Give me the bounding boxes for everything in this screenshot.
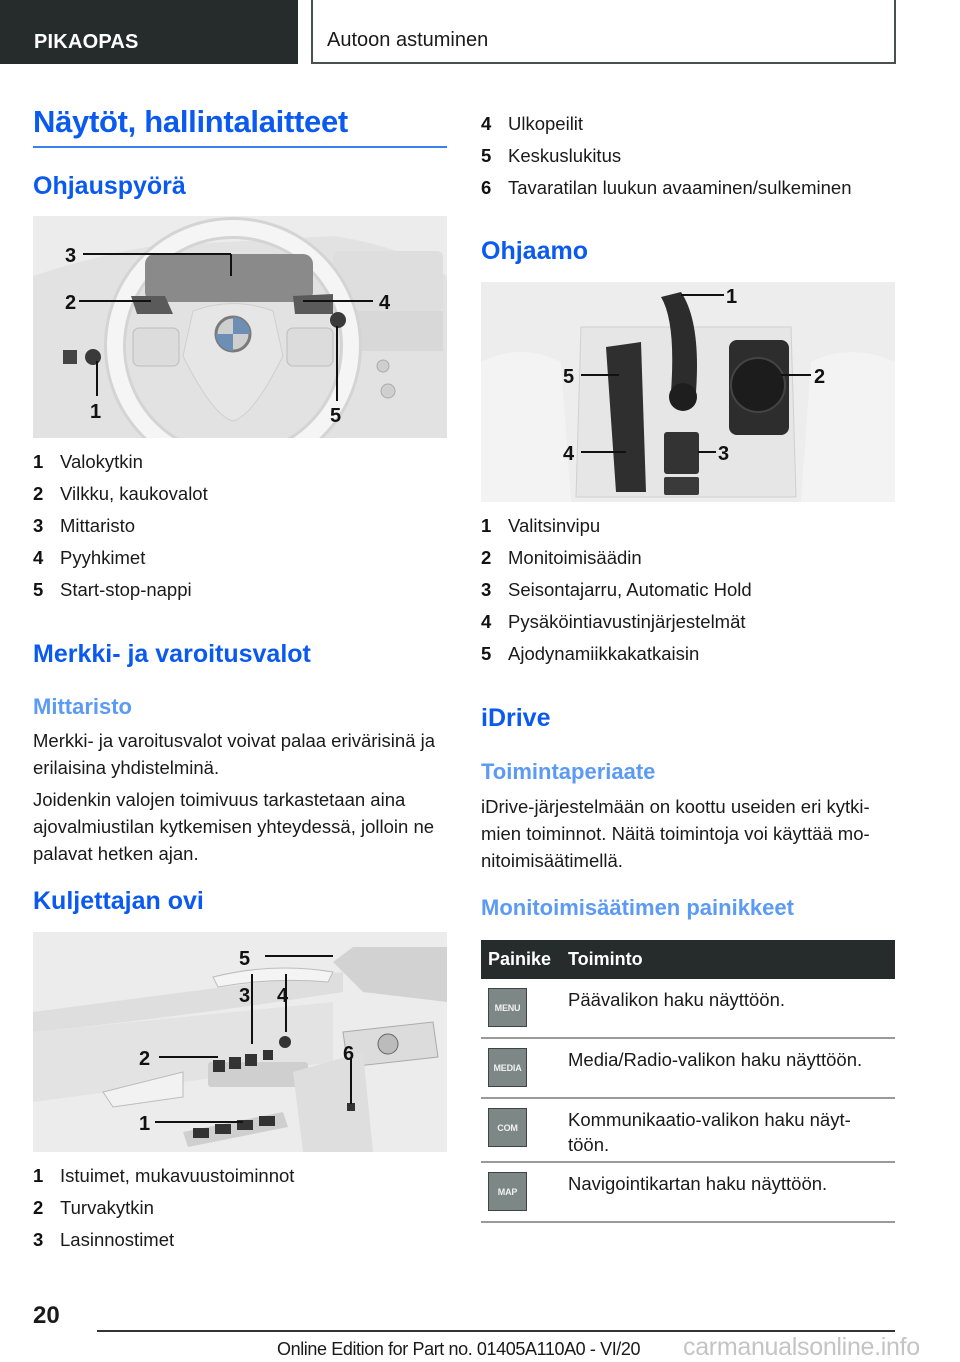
driver-door-figure bbox=[33, 932, 447, 1152]
legend-item: 1 Valitsinvipu bbox=[481, 515, 601, 536]
table-header bbox=[481, 940, 895, 979]
driver-door-heading: Kuljettajan ovi bbox=[33, 887, 204, 915]
operating-principle-subheading: Toimintaperiaate bbox=[481, 759, 656, 784]
warning-paragraph-1: Merkki- ja varoitusvalot voivat palaa erivärisinä ja erilaisina yhdistelminä. bbox=[33, 730, 436, 778]
steering-heading: Ohjauspyörä bbox=[33, 172, 186, 200]
legend-item: 1 Valokytkin bbox=[33, 451, 143, 472]
callout-3: 3 bbox=[718, 443, 730, 465]
com-button-icon: COM bbox=[488, 1108, 527, 1147]
column-header-function: Toiminto bbox=[568, 949, 643, 969]
controller-buttons-subheading: Monitoimisäätimen painikkeet bbox=[481, 895, 794, 920]
function-text: Media/Radio-valikon haku näyttöön. bbox=[568, 1049, 863, 1070]
function-text: Päävalikon haku näyttöön. bbox=[568, 989, 786, 1010]
map-button-icon: MAP bbox=[488, 1172, 527, 1211]
cockpit-heading: Ohjaamo bbox=[481, 237, 588, 265]
column-header-button: Painike bbox=[488, 949, 552, 969]
callout-1: 1 bbox=[139, 1113, 151, 1135]
legend-item: 6 Tavaratilan luukun avaaminen/sulkeminen bbox=[481, 177, 852, 198]
steering-wheel-figure bbox=[33, 216, 447, 438]
callout-4: 4 bbox=[563, 443, 575, 465]
callout-2: 2 bbox=[814, 366, 826, 388]
table-row bbox=[481, 1039, 895, 1099]
legend-item: 4 Ulkopeilit bbox=[481, 113, 584, 134]
legend-item: 2 Vilkku, kaukovalot bbox=[33, 483, 208, 504]
steering-wheel-illustration bbox=[33, 216, 447, 438]
center-console-illustration bbox=[481, 282, 895, 502]
callout-3: 3 bbox=[239, 985, 251, 1007]
legend-item: 5 Ajodynamiikkakatkaisin bbox=[481, 643, 700, 664]
chapter-label: Autoon astuminen bbox=[327, 29, 489, 51]
callout-4: 4 bbox=[379, 292, 391, 314]
callout-3: 3 bbox=[65, 245, 77, 267]
callout-5: 5 bbox=[563, 366, 575, 388]
callout-6: 6 bbox=[343, 1043, 355, 1065]
warning-lights-heading: Merkki- ja varoitusvalot bbox=[33, 640, 311, 668]
callout-2: 2 bbox=[65, 292, 77, 314]
table-row bbox=[481, 979, 895, 1039]
steering-legend bbox=[33, 446, 208, 606]
door-legend bbox=[33, 1160, 294, 1256]
legend-item: 5 Keskuslukitus bbox=[481, 145, 622, 166]
callout-5: 5 bbox=[330, 405, 342, 427]
table-row bbox=[481, 1099, 895, 1163]
legend-item: 1 Istuimet, mukavuustoiminnot bbox=[33, 1165, 295, 1186]
watermark: carmanualsonline.info bbox=[683, 1333, 920, 1361]
title-rule bbox=[33, 146, 447, 148]
callout-2: 2 bbox=[139, 1048, 151, 1070]
legend-item: 3 Lasinnostimet bbox=[33, 1229, 175, 1250]
footer-rule bbox=[97, 1330, 895, 1332]
section-label: PIKAOPAS bbox=[34, 31, 139, 53]
driver-door-illustration bbox=[33, 932, 447, 1152]
legend-item: 3 Seisontajarru, Automatic Hold bbox=[481, 579, 752, 600]
operating-principle-text: iDrive-järjestelmään on koottu useiden eri kytki-mien toiminnot. Näitä toimintoja voi käyttää mo-nitoimisäätimellä. bbox=[481, 796, 870, 871]
callout-1: 1 bbox=[90, 401, 102, 423]
door-legend-continued bbox=[481, 108, 851, 204]
function-text: Navigointikartan haku näyttöön. bbox=[568, 1173, 828, 1194]
section-tab bbox=[0, 0, 298, 64]
cockpit-figure bbox=[481, 282, 895, 502]
legend-item: 3 Mittaristo bbox=[33, 515, 136, 536]
menu-button-icon: MENU bbox=[488, 988, 527, 1027]
warning-paragraph-2: Joidenkin valojen toimivuus tarkastetaan aina ajovalmiustilan kytkemisen yhteydessä, jolloin ne palavat hetken ajan. bbox=[33, 789, 435, 864]
table-row bbox=[481, 1163, 895, 1223]
callout-1: 1 bbox=[726, 286, 738, 308]
cockpit-legend bbox=[481, 510, 752, 670]
idrive-heading: iDrive bbox=[481, 704, 551, 732]
instrument-cluster-subheading: Mittaristo bbox=[33, 694, 132, 719]
legend-item: 5 Start-stop-nappi bbox=[33, 579, 192, 600]
legend-item: 2 Monitoimisäädin bbox=[481, 547, 642, 568]
legend-item: 4 Pyyhkimet bbox=[33, 547, 146, 568]
edition-info: Online Edition for Part no. 01405A110A0 - VI/20 bbox=[277, 1339, 641, 1359]
callout-5: 5 bbox=[239, 948, 251, 970]
page-title: Näytöt, hallintalaitteet bbox=[33, 104, 348, 139]
page-number: 20 bbox=[33, 1302, 60, 1329]
legend-item: 4 Pysäköintiavustinjärjestelmät bbox=[481, 611, 746, 632]
chapter-tab bbox=[311, 0, 896, 64]
media-button-icon: MEDIA bbox=[488, 1048, 527, 1087]
legend-item: 2 Turvakytkin bbox=[33, 1197, 154, 1218]
function-text: Kommunikaatio-valikon haku näyt-töön. bbox=[568, 1109, 851, 1155]
controller-buttons-table bbox=[481, 940, 895, 1223]
callout-4: 4 bbox=[277, 985, 289, 1007]
